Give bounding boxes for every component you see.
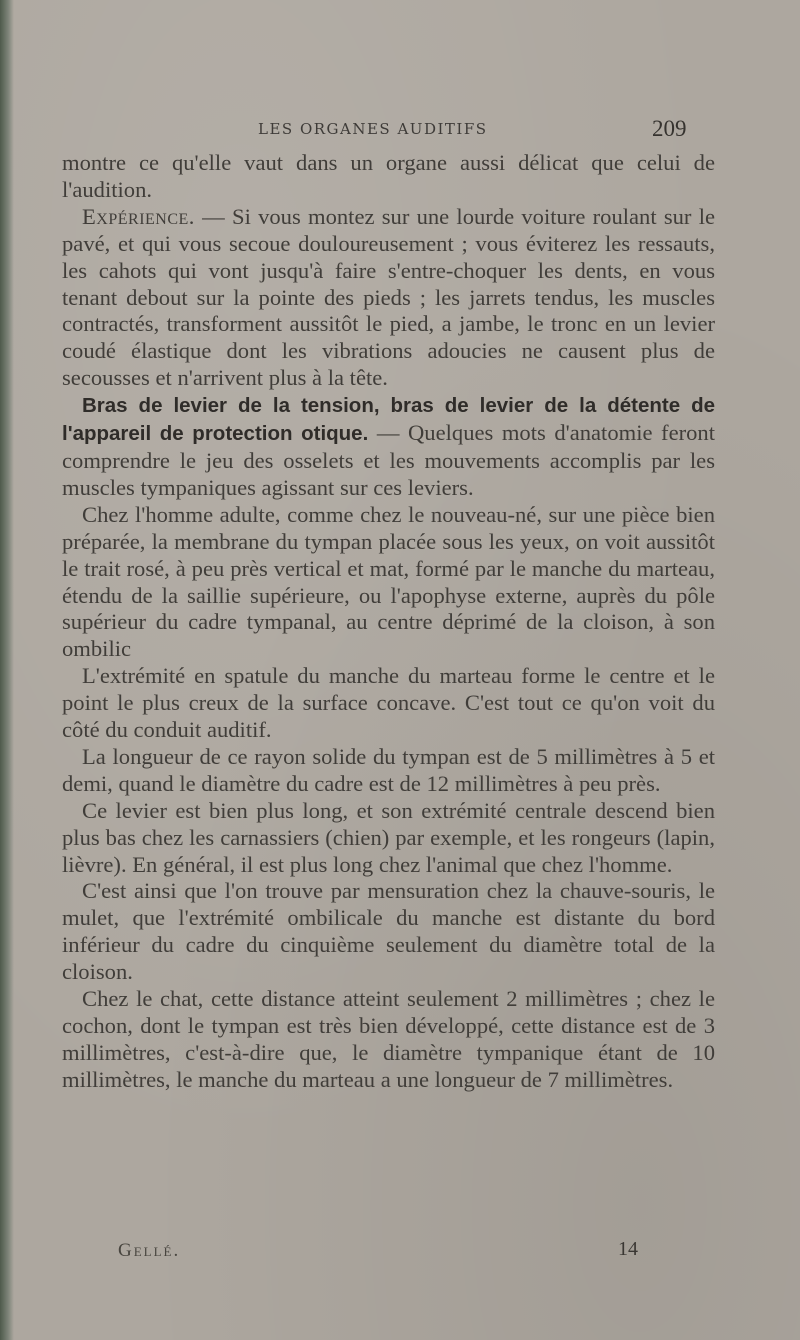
- paragraph-9: Chez le chat, cette distance atteint seulement 2 millimètres ; chez le cochon, dont le tympan est très bien développé, cette distance est de 3 millimètres, c'est-à-dire que, le diamètre tympanique étant de 10 millimètres, le manche du marteau a une longueur de 7 millimètres.: [62, 986, 715, 1092]
- running-header: [0, 116, 800, 146]
- page-footer: [0, 1238, 800, 1268]
- page-number: 209: [652, 116, 687, 141]
- experience-label: Expérience.: [82, 203, 195, 229]
- printer-signature: Gellé.: [118, 1240, 181, 1261]
- paragraph-4: Chez l'homme adulte, comme chez le nouveau-né, sur une pièce bien préparée, la membrane du tympan placée sous les yeux, on voit aussitôt le trait rosé, à peu près vertical et mat, formé par le manche du marteau, étendu de la saillie supérieure, ou l'apophyse externe, auprès du pôle supérieur du cadre tympanal, au centre déprimé de la cloison, à son ombilic: [62, 501, 715, 662]
- paragraph-1: montre ce qu'elle vaut dans un organe aussi délicat que celui de l'audition.: [62, 150, 715, 202]
- paragraph-3: [62, 392, 715, 502]
- page-binding-edge: [0, 0, 14, 1340]
- paragraph-8: C'est ainsi que l'on trouve par mensuration chez la chauve-souris, le mulet, que l'extrémité ombilicale du manche est distante du bord inférieur du cadre du cinquième seulement du diamètre total de la cloison.: [62, 878, 715, 985]
- running-title: LES ORGANES AUDITIFS: [258, 120, 488, 138]
- paragraph-3-text: — Quelques mots d'anatomie feront comprendre le jeu des osselets et les mouvements accomplis par les muscles tympaniques agissant sur ces leviers.: [62, 420, 716, 500]
- paragraph-7: Ce levier est bien plus long, et son extrémité centrale descend bien plus bas chez les carnassiers (chien) par exemple, et les rongeurs (lapin, lièvre). En général, il est plus long chez l'animal que chez l'homme.: [62, 797, 715, 877]
- paragraph-6: La longueur de ce rayon solide du tympan est de 5 millimètres à 5 et demi, quand le diamètre du cadre est de 12 millimètres à peu près.: [62, 743, 715, 796]
- paragraph-5: L'extrémité en spatule du manche du marteau forme le centre et le point le plus creux de la surface concave. C'est tout ce qu'on voit du côté du conduit auditif.: [62, 663, 715, 743]
- paragraph-2: [62, 204, 715, 392]
- sheet-number: 14: [618, 1238, 638, 1260]
- section-heading: Bras de levier de la tension, bras de levier de la détente de l'appareil de protection otique.: [62, 394, 715, 446]
- paragraph-2-text: — Si vous montez sur une lourde voiture roulant sur le pavé, et qui vous secoue douloureusement ; vous éviterez les ressauts, les cahots qui vont jusqu'à faire s'entre-choquer les dents, en vous tenant debout sur la pointe des pieds ; les jarrets tendus, les muscles contractés, transforment aussitôt le pied, a jambe, le tronc en un levier coudé élastique dont les vibrations adoucies ne causent plus de secousses et n'arrivent plus à la tête.: [62, 203, 715, 391]
- body-text: [62, 150, 715, 1094]
